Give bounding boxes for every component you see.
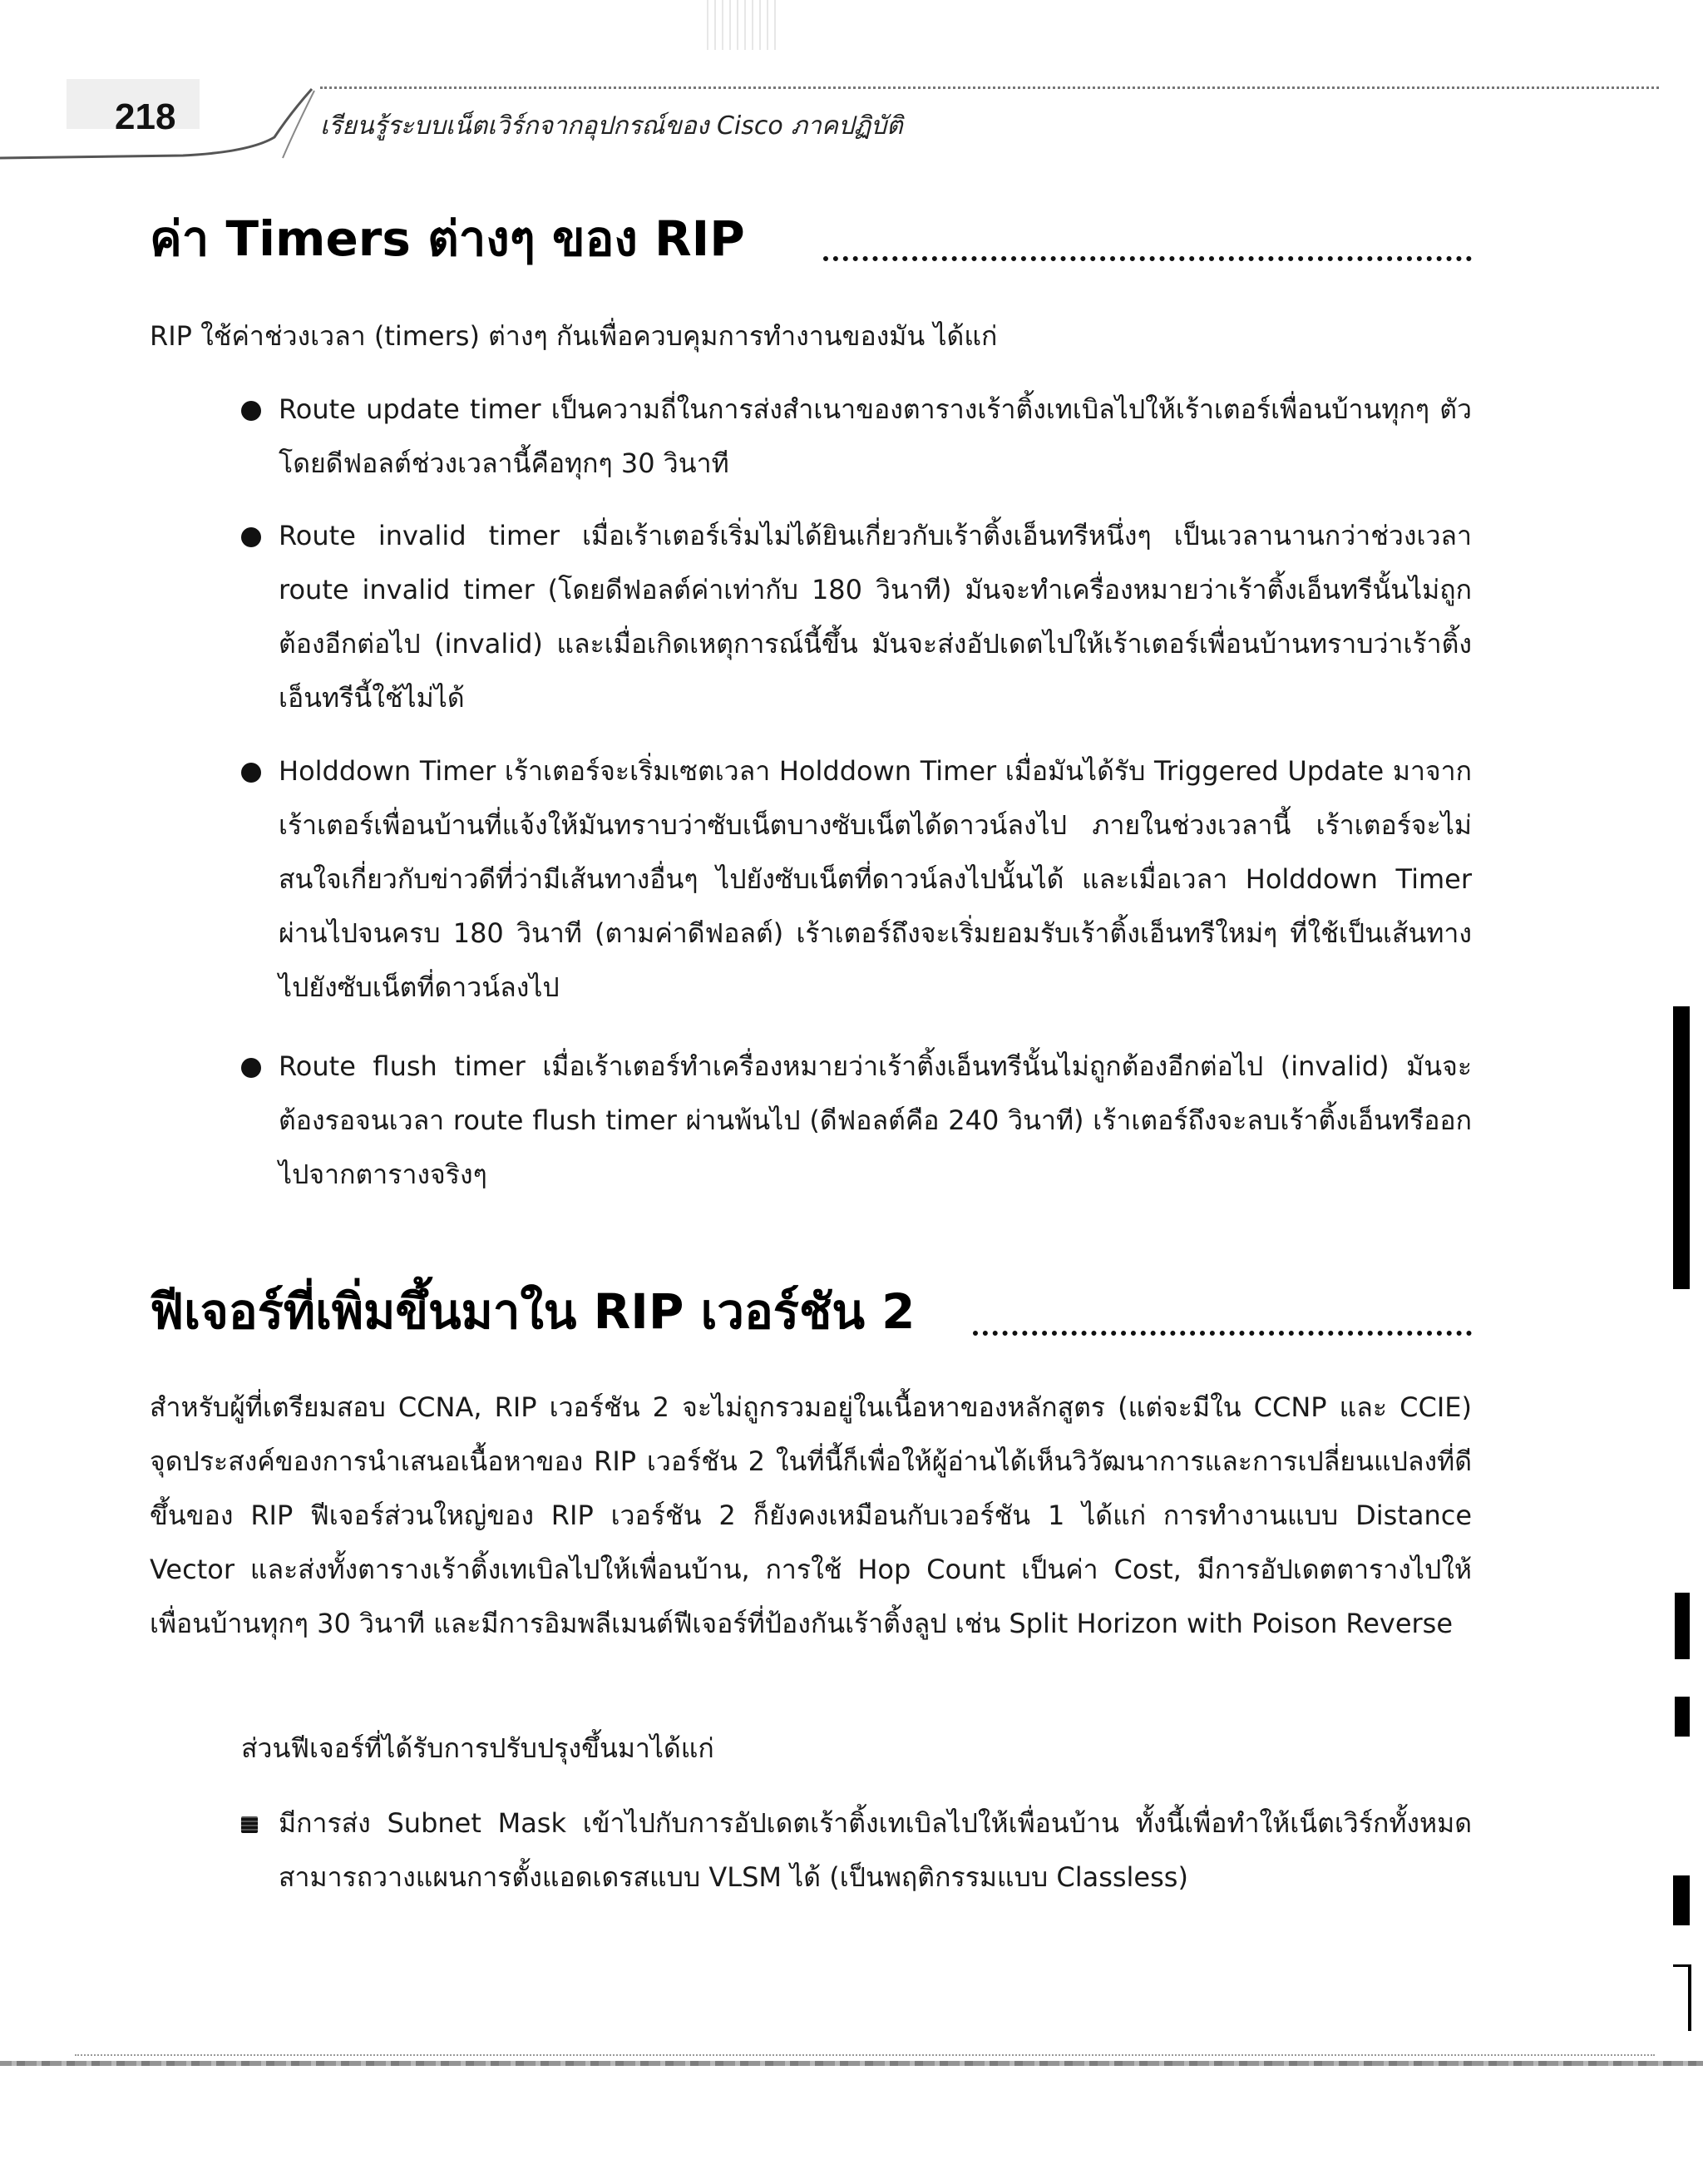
square-bullet-icon <box>241 1816 258 1833</box>
bottom-dotted-rule <box>75 2054 1655 2058</box>
bottom-scan-rule <box>0 2061 1703 2066</box>
bullet-icon <box>241 527 261 547</box>
list-item-text: Route invalid timer เมื่อเร้าเตอร์เริ่มไม่ได้ยินเกี่ยวกับเร้าติ้งเอ็นทรีหนึ่งๆ เป็นเวลานานกว่าช่วงเวลา route invalid timer (โดยดีฟอลต์ค่าเท่ากับ 180 วินาที) มันจะทำเครื่องหมายว่าเร้าติ้งเอ็นทรีนั้นไม่ถูกต้องอีกต่อไป (invalid) และเมื่อเกิดเหตุการณ์นี้ขึ้น มันจะส่งอัปเดตไปให้เร้าเตอร์เพื่อนบ้านทราบว่าเร้าติ้งเอ็นทรีนี้ใช้ไม่ได้ <box>279 520 1472 714</box>
list-item-text: Route update timer เป็นความถี่ในการส่งสำเนาของตารางเร้าติ้งเทเบิลไปให้เร้าเตอร์เพื่อนบ้านทุกๆ ตัว โดยดีฟอลต์ช่วงเวลานี้คือทุกๆ 30 วินาที <box>279 393 1472 479</box>
bullet-icon <box>241 763 261 783</box>
heading-dotted-leader <box>823 256 1472 261</box>
margin-thumb-mark <box>1688 1964 1691 2031</box>
page-number: 218 <box>115 96 176 137</box>
header-rule <box>320 86 1659 89</box>
section-heading-rip-timers: ค่า Timers ต่างๆ ของ RIP <box>150 210 745 267</box>
list-item-text: Route flush timer เมื่อเร้าเตอร์ทำเครื่องหมายว่าเร้าติ้งเอ็นทรีนั้นไม่ถูกต้องอีกต่อไป (invalid) มันจะต้องรอจนเวลา route flush timer ผ่านพ้นไป (ดีฟอลต์คือ 240 วินาที) เร้าเตอร์ถึงจะลบเร้าติ้งเอ็นทรีออกไปจากตารางจริงๆ <box>279 1050 1472 1190</box>
bullet-icon <box>241 401 261 421</box>
margin-thumb-mark <box>1675 1593 1690 1659</box>
section-heading-rip-v2-features: ฟีเจอร์ที่เพิ่มขึ้นมาใน RIP เวอร์ชัน 2 <box>150 1283 916 1340</box>
margin-thumb-mark <box>1675 1697 1690 1737</box>
margin-thumb-mark <box>1673 1006 1690 1289</box>
margin-thumb-mark <box>1673 1875 1690 1925</box>
scan-speckle <box>707 0 782 50</box>
list-item-text: Holddown Timer เร้าเตอร์จะเริ่มเซตเวลา Holddown Timer เมื่อมันได้รับ Triggered Update มาจากเร้าเตอร์เพื่อนบ้านที่แจ้งให้มันทราบว่าซับเน็ตบางซับเน็ตได้ดาวน์ลงไป ภายในช่วงเวลานี้ เร้าเตอร์จะไม่สนใจเกี่ยวกับข่าวดีที่ว่ามีเส้นทางอื่นๆ ไปยังซับเน็ตที่ดาวน์ลงไปนั้นได้ และเมื่อเวลา Holddown Timer ผ่านไปจนครบ 180 วินาที (ตามค่าดีฟอลต์) เร้าเตอร์ถึงจะเริ่มยอมรับเร้าติ้งเอ็นทรีใหม่ๆ ที่ใช้เป็นเส้นทางไปยังซับเน็ตที่ดาวน์ลงไป <box>279 755 1472 1003</box>
bullet-icon <box>241 1058 261 1078</box>
section2-body: สำหรับผู้ที่เตรียมสอบ CCNA, RIP เวอร์ชัน 2 จะไม่ถูกรวมอยู่ในเนื้อหาของหลักสูตร (แต่จะมีใน CCNP และ CCIE) จุดประสงค์ของการนำเสนอเนื้อหาของ RIP เวอร์ชัน 2 ในที่นี้ก็เพื่อให้ผู้อ่านได้เห็นวิวัฒนาการและการเปลี่ยนแปลงที่ดีขึ้นของ RIP ฟีเจอร์ส่วนใหญ่ของ RIP เวอร์ชัน 2 ก็ยังคงเหมือนกับเวอร์ชัน 1 ได้แก่ การทำงานแบบ Distance Vector และส่งทั้งตารางเร้าติ้งเทเบิลไปให้เพื่อนบ้าน, การใช้ Hop Count เป็นค่า Cost, มีการอัปเดตตารางไปให้เพื่อนบ้านทุกๆ 30 วินาที และมีการอิมพลีเมนต์ฟีเจอร์ที่ป้องกันเร้าติ้งลูป เช่น Split Horizon with Poison Reverse <box>150 1391 1473 1639</box>
list-item-text: มีการส่ง Subnet Mask เข้าไปกับการอัปเดตเร้าติ้งเทเบิลไปให้เพื่อนบ้าน ทั้งนี้เพื่อทำให้เน็ตเวิร์กทั้งหมดสามารถวางแผนการตั้งแอดเดรสแบบ VLSM ได้ (เป็นพฤติกรรมแบบ Classless) <box>279 1807 1472 1893</box>
running-head-title: เรียนรู้ระบบเน็ตเวิร์กจากอุปกรณ์ของ Cisco ภาคปฏิบัติ <box>320 111 903 141</box>
section1-intro: RIP ใช้ค่าช่วงเวลา (timers) ต่างๆ กันเพื่อควบคุมการทำงานของมัน ได้แก่ <box>150 320 998 352</box>
section2-lead: ส่วนฟีเจอร์ที่ได้รับการปรับปรุงขึ้นมาได้แก่ <box>241 1732 714 1764</box>
heading-dotted-leader <box>973 1331 1472 1336</box>
